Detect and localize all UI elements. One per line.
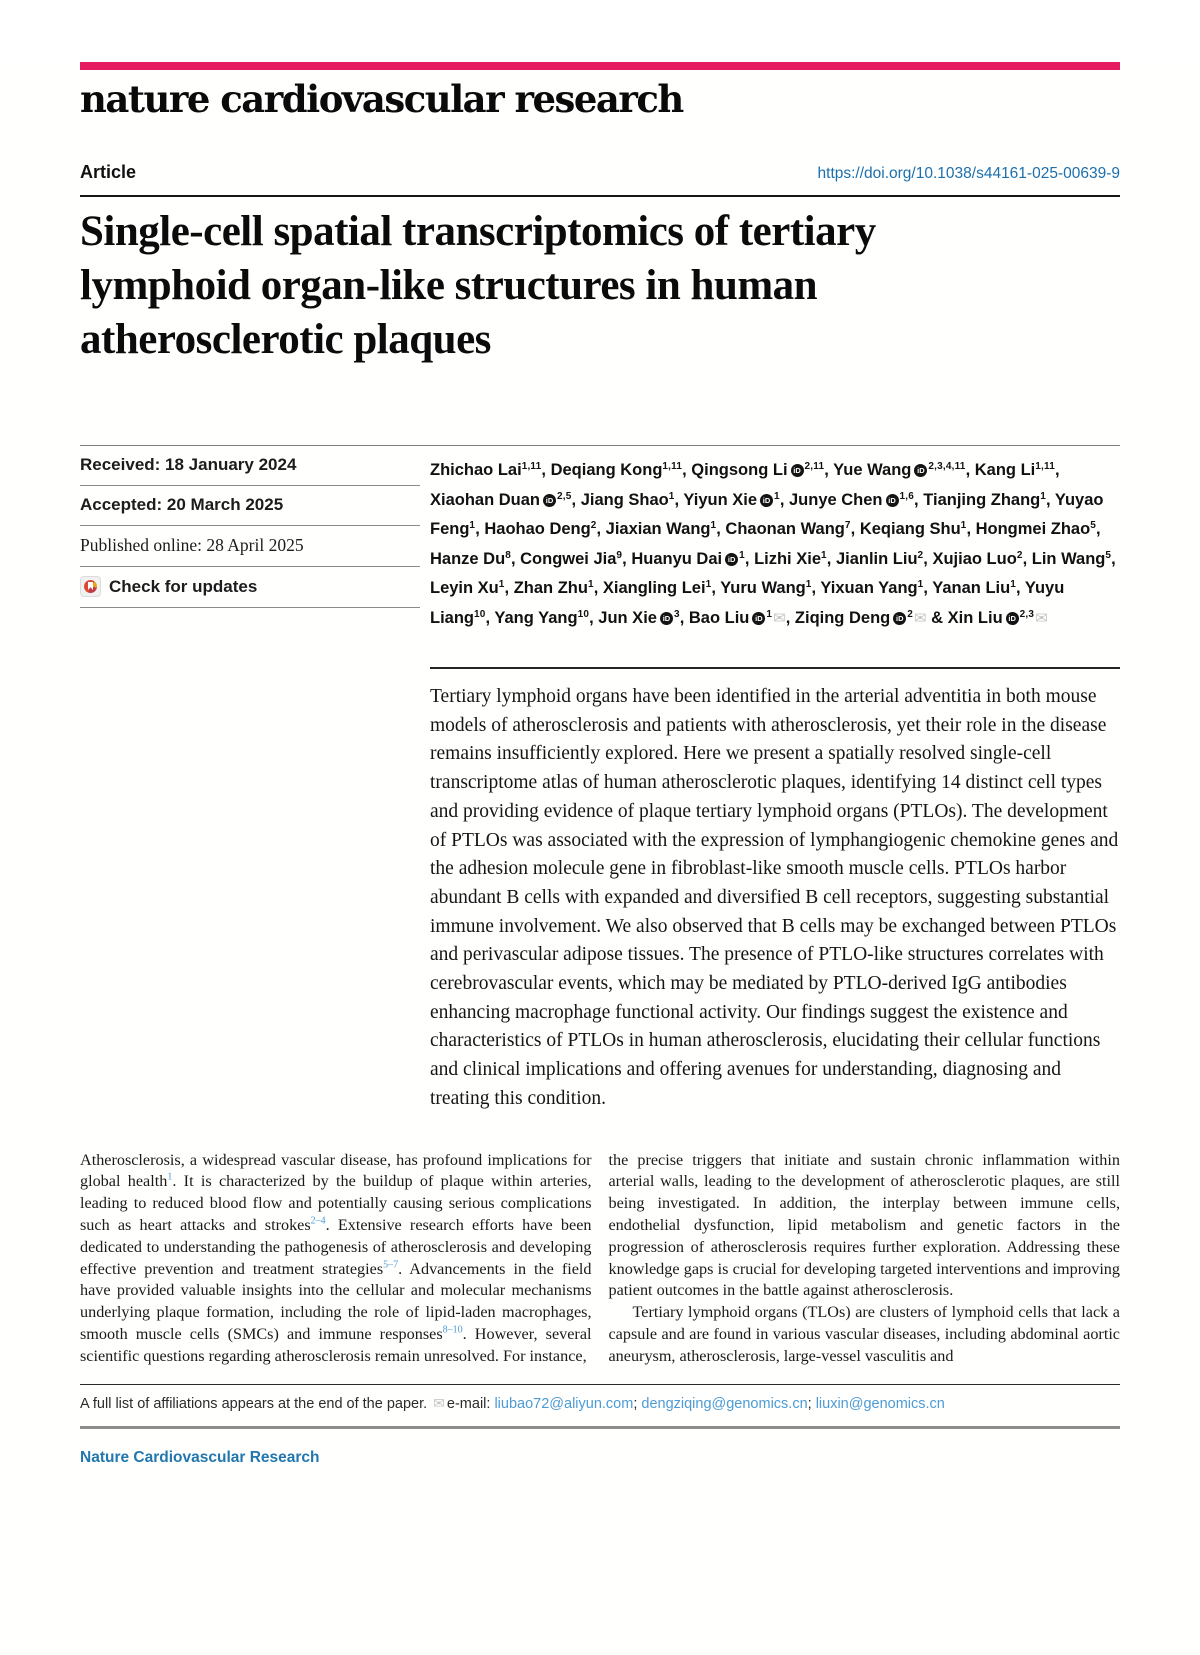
article-type-label: Article [80,162,137,182]
author-name: Ziqing Deng [794,608,891,627]
affiliations-note [80,1385,1120,1412]
author-affiliation-superscript: 2 [917,549,924,561]
author-affiliation-superscript: 7 [844,520,851,531]
author-name: Xiaohan Duan [430,490,541,509]
author-affiliation-superscript: 2,5 [557,490,572,502]
author-affiliation-superscript: 1,6 [899,490,915,502]
author-name: Xujiao Luo [932,549,1017,568]
orcid-icon[interactable]: iD [760,494,773,507]
orcid-icon[interactable]: iD [725,553,738,566]
article-header-row [80,162,1120,183]
author-name: Hongmei Zhao [975,520,1091,538]
check-for-updates-label: Check for updates [109,576,258,596]
author-affiliation-superscript: 1 [668,490,675,502]
accepted-date: Accepted: 20 March 2025 [80,486,420,526]
email-label: e-mail: [446,1395,491,1412]
author-affiliation-superscript: 1 [766,608,773,620]
author-name: Jiang Shao [580,490,669,509]
author-affiliation-superscript: 1 [821,549,827,561]
author-affiliation-superscript: 2,11 [804,461,825,472]
author-affiliation-superscript: 1 [705,579,712,590]
orcid-icon[interactable]: iD [791,464,804,477]
author-name: Jun Xie [598,608,657,627]
author-name: Yuru Wang [720,579,806,597]
orcid-icon[interactable]: iD [886,494,899,507]
email-links: liubao72@aliyun.com; dengziqing@genomics.cn; liuxin@genomics.cn [494,1395,945,1412]
title-line-1: Single-cell spatial transcriptomics of tertiary [80,208,876,255]
orcid-icon[interactable]: iD [543,494,556,507]
author-name: Leyin Xu [430,579,499,597]
envelope-icon: ✉ [433,1394,445,1411]
body-column-left [80,1150,592,1368]
author-affiliation-superscript: 2,3,4,11 [928,461,966,472]
body-paragraph: Atherosclerosis, a widespread vascular disease, has profound implications for global health$^1$. It is characterized by the buildup of plaque within arteries, leading to reduced blood flow and potentially causing serious complications such as heart attacks and strokes$^{2-4}$. Extensive research efforts have been dedicated to understanding the pathogenesis of atherosclerosis and developing effective prevention and treatment strategies$^{5-7}$. Advancements in the field have provided valuable insights into the cellular and molecular mechanisms underlying plaque formation, including the role of lipid-laden macrophages, smooth muscle cells (SMCs) and immune responses$^{8-10}$. However, several scientific questions regarding atherosclerosis remain unresolved. For instance, [80,1150,592,1365]
author-affiliation-superscript: 1 [805,579,812,590]
author-affiliation-superscript: 1 [498,579,505,590]
author-affiliation-superscript: 2 [1016,549,1023,561]
crossmark-icon [80,576,101,597]
author-affiliation-superscript: 5 [1090,520,1096,531]
corresponding-author-envelope-icon[interactable]: ✉ [1035,609,1048,627]
corresponding-author-envelope-icon[interactable]: ✉ [773,609,786,627]
email-link[interactable]: liubao72@aliyun.com [494,1395,634,1412]
title-line-3: atherosclerotic plaques [80,316,491,363]
author-name: Yanan Liu [932,579,1011,597]
orcid-icon[interactable]: iD [914,464,927,477]
author-affiliation-superscript: 9 [616,549,623,561]
author-name: Yiyun Xie [683,490,758,509]
author-name: Deqiang Kong [550,461,663,479]
author-name: Qingsong Li [691,461,788,479]
orcid-icon[interactable]: iD [1006,612,1019,625]
author-name: Yuyu Liang [430,579,1065,627]
author-name: Lizhi Xie [754,549,821,568]
author-name: Zhan Zhu [513,579,588,597]
author-name: Huanyu Dai [631,549,723,568]
author-affiliation-superscript: 1 [774,490,780,502]
author-name: Bao Liu [688,608,750,627]
reference-superscript[interactable]: 1 [167,1171,173,1183]
author-affiliation-superscript: 1 [587,579,594,590]
author-name: Kang Li [974,461,1036,479]
email-link[interactable]: dengziqing@genomics.cn [641,1395,808,1412]
author-name: Yuyao Feng [430,490,1104,538]
reference-superscript[interactable]: 5–7 [383,1259,399,1271]
brand-top-bar [80,62,1120,70]
journal-wordmark: nature cardiovascular research [80,77,683,121]
published-date: Published online: 28 April 2025 [80,526,420,567]
author-affiliation-superscript: 8 [505,549,511,561]
author-name: Lin Wang [1031,549,1106,568]
body-paragraph: the precise triggers that initiate and sustain chronic inflammation within arterial walls, leading to the development of atherosclerotic plaques, are still being investigated. In addition, the interplay between immune cells, endothelial dysfunction, lipid metabolism and genetic factors in the progression of atherosclerosis requires further exploration. Addressing these knowledge gaps is crucial for developing targeted interventions and improving patient outcomes in the battle against atherosclerosis. [608,1150,1120,1300]
author-name: Yang Yang [494,608,578,627]
body-column-right [609,1150,1121,1368]
author-affiliation-superscript: 1 [739,549,745,561]
author-name: Jiaxian Wang [605,520,711,538]
author-affiliation-superscript: 1 [710,520,717,531]
orcid-icon[interactable]: iD [893,612,906,625]
author-affiliation-superscript: 10 [577,608,590,620]
title-line-2: lymphoid organ-like structures in human [80,262,818,309]
meta-and-authors [80,446,1120,632]
email-link[interactable]: liuxin@genomics.cn [815,1395,945,1412]
doi-link[interactable]: https://doi.org/10.1038/s44161-025-00639-9 [817,165,1120,182]
header-divider [80,195,1120,197]
author-name: Tianjing Zhang [923,490,1041,509]
corresponding-author-envelope-icon[interactable]: ✉ [914,609,927,627]
body-text [80,1150,1120,1368]
author-affiliation-superscript: 1 [1010,579,1016,590]
author-name: Xiangling Lei [602,579,706,597]
page-title [80,205,1120,367]
author-name: Congwei Jia [520,549,617,568]
journal-footer [80,1449,1120,1467]
author-affiliation-superscript: 1 [1040,490,1046,502]
author-name: Keqiang Shu [859,520,961,538]
author-affiliation-superscript: 1,11 [1035,461,1055,472]
reference-superscript[interactable]: 2–4 [310,1215,326,1227]
author-affiliation-superscript: 1 [469,520,476,531]
author-affiliation-superscript: 10 [474,608,486,620]
abstract-section [430,667,1120,1114]
journal-footer-link[interactable]: Nature Cardiovascular Research [80,1448,320,1466]
check-for-updates[interactable] [80,567,420,608]
author-name: Haohao Deng [484,520,591,538]
author-name: Xin Liu [947,608,1003,627]
dates-column [80,446,420,632]
article-page [0,62,1200,1655]
reference-superscript[interactable]: 8–10 [442,1324,463,1336]
abstract-text: Tertiary lymphoid organs have been identified in the arterial adventitia in both mouse models of atherosclerosis and patients with atherosclerosis, yet their role in the disease remains insufficiently explored. Here we present a spatially resolved single-cell transcriptome atlas of human atherosclerotic plaques, identifying 14 distinct cell types and providing evidence of plaque tertiary lymphoid organs (PTLOs). The development of PTLOs was associated with the expression of lymphangiogenic chemokine genes and the adhesion molecule gene in fibroblast-like smooth muscle cells. PTLOs harbor abundant B cells with expanded and diversified B cell receptors, suggesting substantial immune involvement. We also observed that B cells may be exchanged between PTLOs and perivascular adipose tissues. The presence of PTLO-like structures correlates with cerebrovascular events, which may be mediated by PTLO-derived IgG antibodies enhancing macrophage functional activity. Our findings suggest the existence and characteristics of PTLOs in human atherosclerosis, elucidating their cellular functions and clinical implications and offering avenues for understanding, diagnosing and treating this condition. [430,686,1119,1109]
author-name: Chaonan Wang [725,520,845,538]
orcid-icon[interactable]: iD [752,612,765,625]
author-list: Zhichao Lai$^{1,11}$, Deqiang Kong$^{1,11}$, Qingsong Li iD $^{2,11}$, Yue Wang iD $^{2,3,4,11}$, Kang Li$^{1,11}$, Xiaohan Duan iD $^{2,5}$, Jiang Shao$^1$, Yiyun Xie iD $^1$, Junye Chen iD $^{1,6}$, Tianjing Zhang$^1$, Yuyao Feng$^1$, Haohao Deng$^2$, Jiaxian Wang$^1$, Chaonan Wang$^7$, Keqiang Shu$^1$, Hongmei Zhao$^5$, Hanze Du$^8$, Congwei Jia$^9$, Huanyu Dai iD $^1$, Lizhi Xie$^1$, Jianlin Liu$^2$, Xujiao Luo$^2$, Lin Wang$^5$, Leyin Xu$^1$, Zhan Zhu$^1$, Xiangling Lei$^1$, Yuru Wang$^1$, Yixuan Yang$^1$, Yanan Liu$^1$, Yuyu Liang$^{10}$, Yang Yang$^{10}$, Jun Xie iD $^3$, Bao Liu iD $^1$✉, Ziqing Deng iD $^2$✉ & Xin Liu iD $^{2,3}$✉ [430,461,1116,627]
author-affiliation-superscript: 1 [960,520,967,531]
author-affiliation-superscript: 5 [1105,549,1112,561]
body-paragraph: Tertiary lymphoid organs (TLOs) are clusters of lymphoid cells that lack a capsule and are found in various vascular diseases, including abdominal aortic aneurysm, atherosclerosis, large-vessel vasculitis and [608,1303,1120,1365]
author-affiliation-superscript: 2,3 [1019,608,1035,620]
author-affiliation-superscript: 1 [917,579,924,590]
author-name: Yixuan Yang [820,579,918,597]
author-affiliation-superscript: 3 [673,608,680,620]
author-affiliation-superscript: 2 [590,520,597,531]
author-name: Jianlin Liu [835,549,918,568]
page-bottom-rule [80,1426,1120,1429]
author-name: Junye Chen [788,490,883,509]
affiliations-text: A full list of affiliations appears at the end of the paper. [80,1395,428,1412]
author-name: Zhichao Lai [430,461,522,479]
orcid-icon[interactable]: iD [660,612,673,625]
author-name: Hanze Du [430,549,506,568]
author-affiliation-superscript: 1,11 [521,461,542,472]
author-name: Yue Wang [833,461,912,479]
received-date: Received: 18 January 2024 [80,446,420,486]
author-affiliation-superscript: 2 [907,608,913,620]
author-affiliation-superscript: 1,11 [662,461,683,472]
